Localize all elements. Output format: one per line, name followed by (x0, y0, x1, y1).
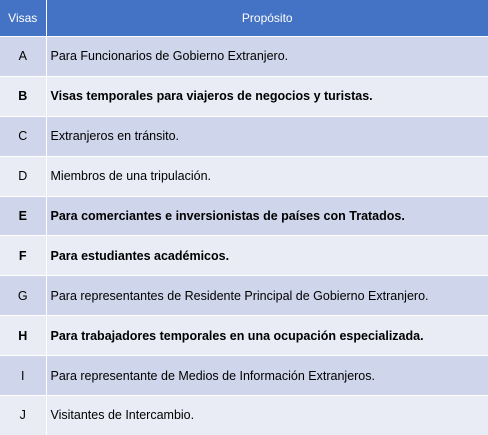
visa-purpose-cell: Para representantes de Residente Principal de Gobierno Extranjero. (46, 276, 488, 316)
visa-code-cell: B (0, 76, 46, 116)
visa-purpose-cell: Para comerciantes e inversionistas de países con Tratados. (46, 196, 488, 236)
visa-code-cell: C (0, 116, 46, 156)
visa-purpose-cell: Extranjeros en tránsito. (46, 116, 488, 156)
table-row (0, 116, 488, 156)
table-row (0, 196, 488, 236)
visa-code-cell: E (0, 196, 46, 236)
visa-code-cell: A (0, 37, 46, 77)
table-row (0, 236, 488, 276)
table-row (0, 76, 488, 116)
visa-code-cell: I (0, 356, 46, 396)
visa-purpose-cell: Visas temporales para viajeros de negocios y turistas. (46, 76, 488, 116)
table-row (0, 156, 488, 196)
visa-purpose-cell: Para trabajadores temporales en una ocupación especializada. (46, 316, 488, 356)
table-row (0, 37, 488, 77)
visa-code-cell: J (0, 396, 46, 435)
visa-purpose-cell: Para representante de Medios de Información Extranjeros. (46, 356, 488, 396)
visa-purpose-cell: Visitantes de Intercambio. (46, 396, 488, 435)
visa-code-cell: F (0, 236, 46, 276)
table-header-row (0, 0, 488, 37)
table-row (0, 316, 488, 356)
visa-code-cell: G (0, 276, 46, 316)
column-header-visas: Visas (0, 0, 46, 37)
visa-purpose-cell: Miembros de una tripulación. (46, 156, 488, 196)
visa-purpose-cell: Para estudiantes académicos. (46, 236, 488, 276)
table-row (0, 356, 488, 396)
column-header-proposito: Propósito (46, 0, 488, 37)
table-row (0, 396, 488, 435)
visa-code-cell: D (0, 156, 46, 196)
visa-purpose-cell: Para Funcionarios de Gobierno Extranjero. (46, 37, 488, 77)
visa-code-cell: H (0, 316, 46, 356)
table-row (0, 276, 488, 316)
